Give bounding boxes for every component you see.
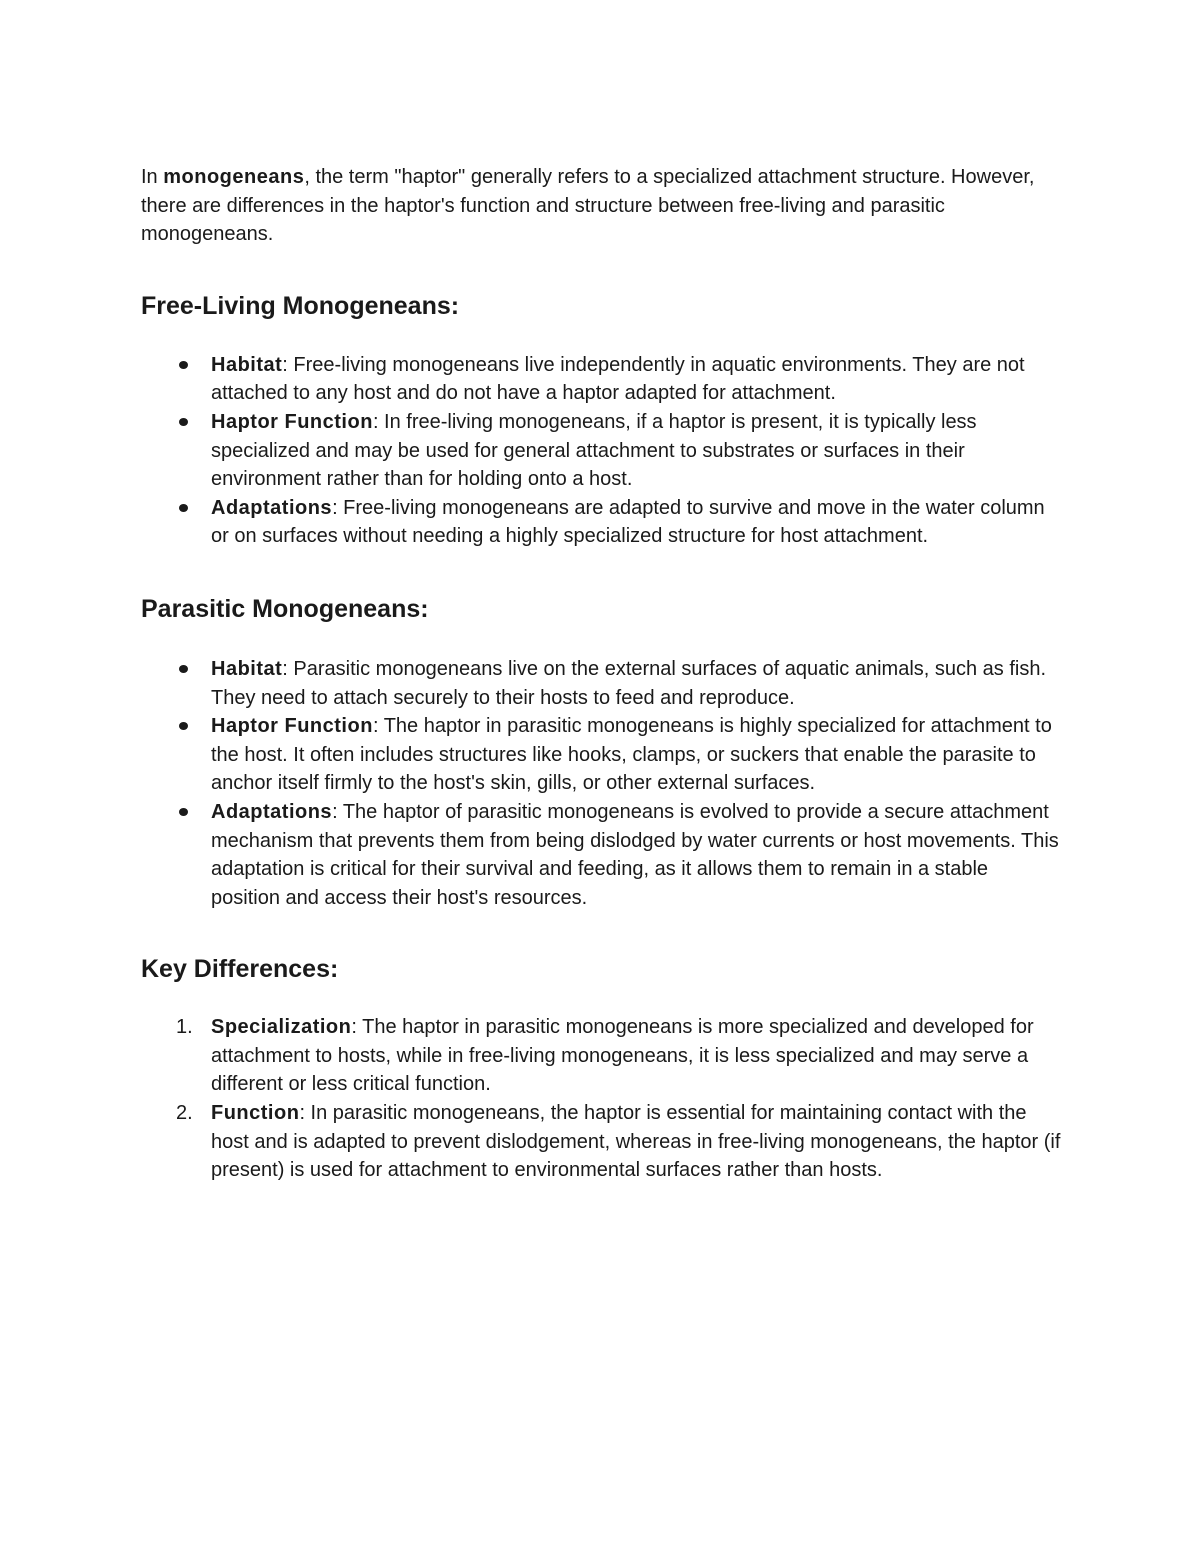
intro-text: , the term "haptor" generally refers to a specialized attachment structure. However, there are differences in the haptor's function and structure between free-living and parasitic monogeneans.	[141, 166, 1035, 246]
item-text: : The haptor of parasitic monogeneans is evolved to provide a secure attachment mechanism that prevents them from being dislodged by water currents or host movements. This adaptation is critical for their survival and feeding, as it allows them to remain in a stable position and access their host's resources.	[211, 800, 1059, 909]
item-text: : Free-living monogeneans live independently in aquatic environments. They are not attached to any host and do not have a haptor adapted for attachment.	[211, 353, 1025, 405]
intro-term: monogeneans	[163, 166, 305, 188]
heading-key-differences: Key Differences:	[141, 955, 339, 984]
item-text: : The haptor in parasitic monogeneans is more specialized and developed for attachment to hosts, while in free-living monogeneans, it is less specialized and may serve a different or less critical function.	[211, 1016, 1034, 1096]
list-item-specialization	[141, 1013, 1061, 1099]
item-term: Adaptations	[211, 496, 333, 519]
item-term: Habitat	[211, 657, 283, 680]
document-page	[141, 163, 1061, 1185]
list-item-function	[141, 1099, 1061, 1185]
item-text: : In parasitic monogeneans, the haptor is essential for maintaining contact with the host and is adapted to prevent dislodgement, whereas in free-living monogeneans, the haptor (if present) is used for attachment to environmental surfaces rather than hosts.	[211, 1102, 1061, 1182]
item-term: Habitat	[211, 353, 283, 376]
free-living-list	[141, 351, 1061, 551]
item-term: Function	[211, 1102, 300, 1125]
item-term: Specialization	[211, 1016, 352, 1039]
item-term: Adaptations	[211, 800, 333, 823]
key-differences-list	[141, 1013, 1061, 1185]
bullet-icon	[179, 504, 188, 512]
intro-paragraph	[141, 163, 1061, 249]
parasitic-list	[141, 655, 1061, 912]
item-number: 1.	[176, 1016, 193, 1039]
item-text: : Parasitic monogeneans live on the external surfaces of aquatic animals, such as fish. They need to attach securely to their hosts to feed and reproduce.	[211, 657, 1047, 709]
list-item-free-haptor-function	[141, 408, 1061, 494]
heading-free-living: Free-Living Monogeneans:	[141, 291, 460, 320]
bullet-icon	[179, 808, 188, 816]
bullet-icon	[179, 418, 188, 426]
heading-parasitic: Parasitic Monogeneans:	[141, 594, 429, 623]
item-term: Haptor Function	[211, 410, 373, 433]
item-number: 2.	[176, 1102, 193, 1125]
list-item-free-habitat	[141, 351, 1061, 408]
list-item-parasitic-haptor-function	[141, 712, 1061, 798]
intro-prefix: In	[141, 166, 164, 188]
item-text: : Free-living monogeneans are adapted to survive and move in the water column or on surfaces without needing a highly specialized structure for host attachment.	[211, 496, 1045, 548]
list-item-parasitic-adaptations	[141, 798, 1061, 912]
list-item-free-adaptations	[141, 494, 1061, 551]
item-term: Haptor Function	[211, 715, 373, 738]
bullet-icon	[179, 361, 188, 369]
bullet-icon	[179, 722, 188, 730]
bullet-icon	[179, 665, 188, 673]
item-text: : The haptor in parasitic monogeneans is highly specialized for attachment to the host. It often includes structures like hooks, clamps, or suckers that enable the parasite to anchor itself firmly to the host's skin, gills, or other external surfaces.	[211, 715, 1052, 795]
list-item-parasitic-habitat	[141, 655, 1061, 712]
item-text: : In free-living monogeneans, if a haptor is present, it is typically less specialized and may be used for general attachment to substrates or surfaces in their environment rather than for holding onto a host.	[211, 410, 977, 491]
